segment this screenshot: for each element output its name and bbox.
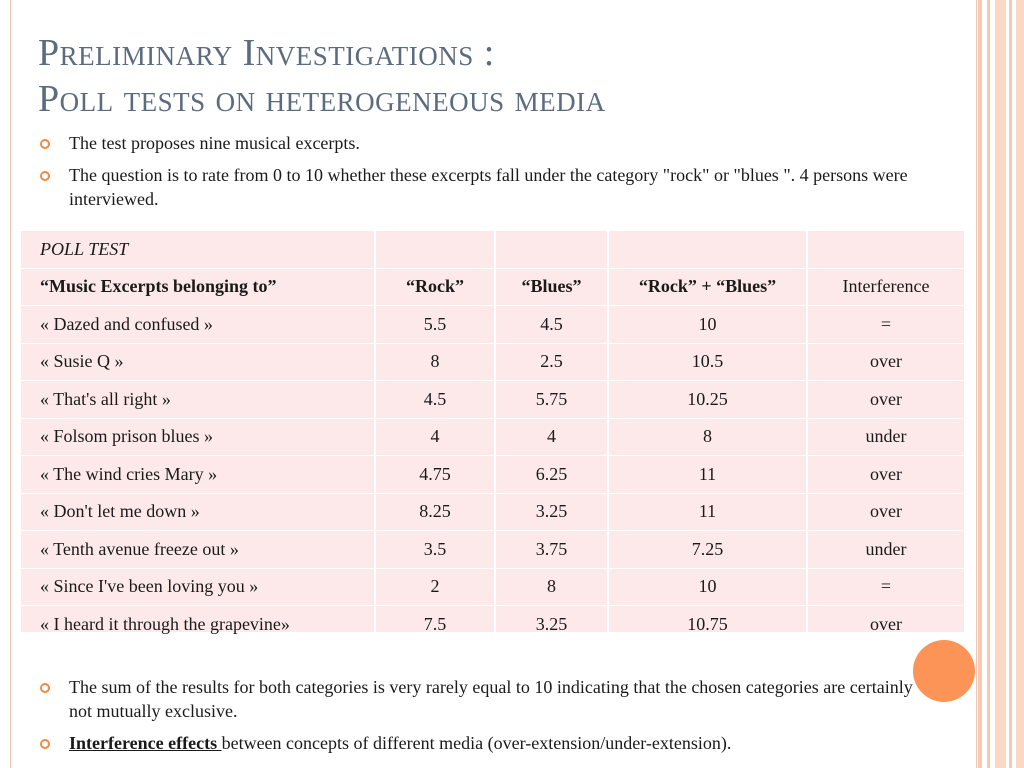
bullet-text: The test proposes nine musical excerpts.	[69, 133, 360, 153]
cell-blues: 3.75	[495, 531, 608, 569]
title-line-2: Poll tests on heterogeneous media	[38, 78, 606, 120]
title-line-1: Preliminary Investigations :	[38, 32, 495, 74]
cell-sum: 7.25	[608, 531, 807, 569]
bullet-text: The question is to rate from 0 to 10 whether these excerpts fall under the category "rock" or "blues ". 4 persons were interviewed.	[69, 165, 908, 209]
bullet-text: The sum of the results for both categories is very rarely equal to 10 indicating that the chosen categories are certainly not mutually exclusive.	[69, 677, 913, 721]
table-row	[21, 493, 964, 531]
table-caption-row	[21, 231, 964, 268]
bullet-item	[40, 675, 930, 723]
column-header-blues: “Blues”	[495, 268, 608, 306]
column-header-interference: Interference	[807, 268, 964, 306]
cell-rock: 4	[375, 418, 495, 456]
cell-sum: 10	[608, 306, 807, 344]
table-row	[21, 568, 964, 606]
cell-sum: 8	[608, 418, 807, 456]
cell-interference: over	[807, 493, 964, 531]
cell-interference: over	[807, 343, 964, 381]
cell-excerpt: « Tenth avenue freeze out »	[21, 531, 375, 569]
cell-rock: 8	[375, 343, 495, 381]
cell-excerpt: « Dazed and confused »	[21, 306, 375, 344]
table-row	[21, 306, 964, 344]
cell-excerpt: « Don't let me down »	[21, 493, 375, 531]
cell-sum: 10	[608, 568, 807, 606]
cell-rock: 2	[375, 568, 495, 606]
table-row	[21, 456, 964, 494]
cell-sum: 11	[608, 456, 807, 494]
bullet-circle-icon	[40, 139, 50, 149]
cell-excerpt: « Folsom prison blues »	[21, 418, 375, 456]
cell-rock: 3.5	[375, 531, 495, 569]
column-header-sum: “Rock” + “Blues”	[608, 268, 807, 306]
poll-test-table	[21, 231, 964, 632]
table-row	[21, 343, 964, 381]
cell-sum: 11	[608, 493, 807, 531]
cell-interference: under	[807, 418, 964, 456]
bullet-circle-icon	[40, 739, 50, 749]
slide-title	[38, 30, 938, 122]
cell-interference: under	[807, 531, 964, 569]
cell-rock: 4.75	[375, 456, 495, 494]
cell-rock: 8.25	[375, 493, 495, 531]
bullet-text: between concepts of different media (over-extension/under-extension).	[221, 733, 732, 753]
cell-interference: =	[807, 306, 964, 344]
cell-sum: 10.75	[608, 606, 807, 644]
cell-blues: 3.25	[495, 606, 608, 644]
table-row	[21, 531, 964, 569]
cell-rock: 7.5	[375, 606, 495, 644]
cell-blues: 4.5	[495, 306, 608, 344]
cell-excerpt: « That's all right »	[21, 381, 375, 419]
cell-blues: 6.25	[495, 456, 608, 494]
column-header-excerpt: “Music Excerpts belonging to”	[21, 268, 375, 306]
bullet-circle-icon	[40, 171, 50, 181]
intro-bullet-list	[40, 131, 930, 219]
bullet-emphasis: Interference effects	[69, 733, 222, 753]
table-header-row	[21, 268, 964, 306]
bullet-item	[40, 731, 930, 755]
table-caption: POLL TEST	[21, 231, 375, 268]
cell-sum: 10.25	[608, 381, 807, 419]
cell-interference: over	[807, 381, 964, 419]
cell-blues: 5.75	[495, 381, 608, 419]
bullet-item	[40, 163, 930, 211]
cell-excerpt: « I heard it through the grapevine»	[21, 606, 375, 644]
cell-excerpt: « Since I've been loving you »	[21, 568, 375, 606]
bullet-circle-icon	[40, 683, 50, 693]
cell-interference: =	[807, 568, 964, 606]
cell-blues: 4	[495, 418, 608, 456]
cell-excerpt: « Susie Q »	[21, 343, 375, 381]
conclusion-bullet-list	[40, 675, 930, 763]
cell-blues: 3.25	[495, 493, 608, 531]
cell-interference: over	[807, 456, 964, 494]
cell-blues: 2.5	[495, 343, 608, 381]
cell-rock: 4.5	[375, 381, 495, 419]
table-row	[21, 418, 964, 456]
decorative-stripes	[978, 0, 1024, 768]
cell-excerpt: « The wind cries Mary »	[21, 456, 375, 494]
cell-interference: over	[807, 606, 964, 644]
table-row	[21, 606, 964, 644]
cell-rock: 5.5	[375, 306, 495, 344]
column-header-rock: “Rock”	[375, 268, 495, 306]
cell-sum: 10.5	[608, 343, 807, 381]
table-row	[21, 381, 964, 419]
bullet-item	[40, 131, 930, 155]
cell-blues: 8	[495, 568, 608, 606]
